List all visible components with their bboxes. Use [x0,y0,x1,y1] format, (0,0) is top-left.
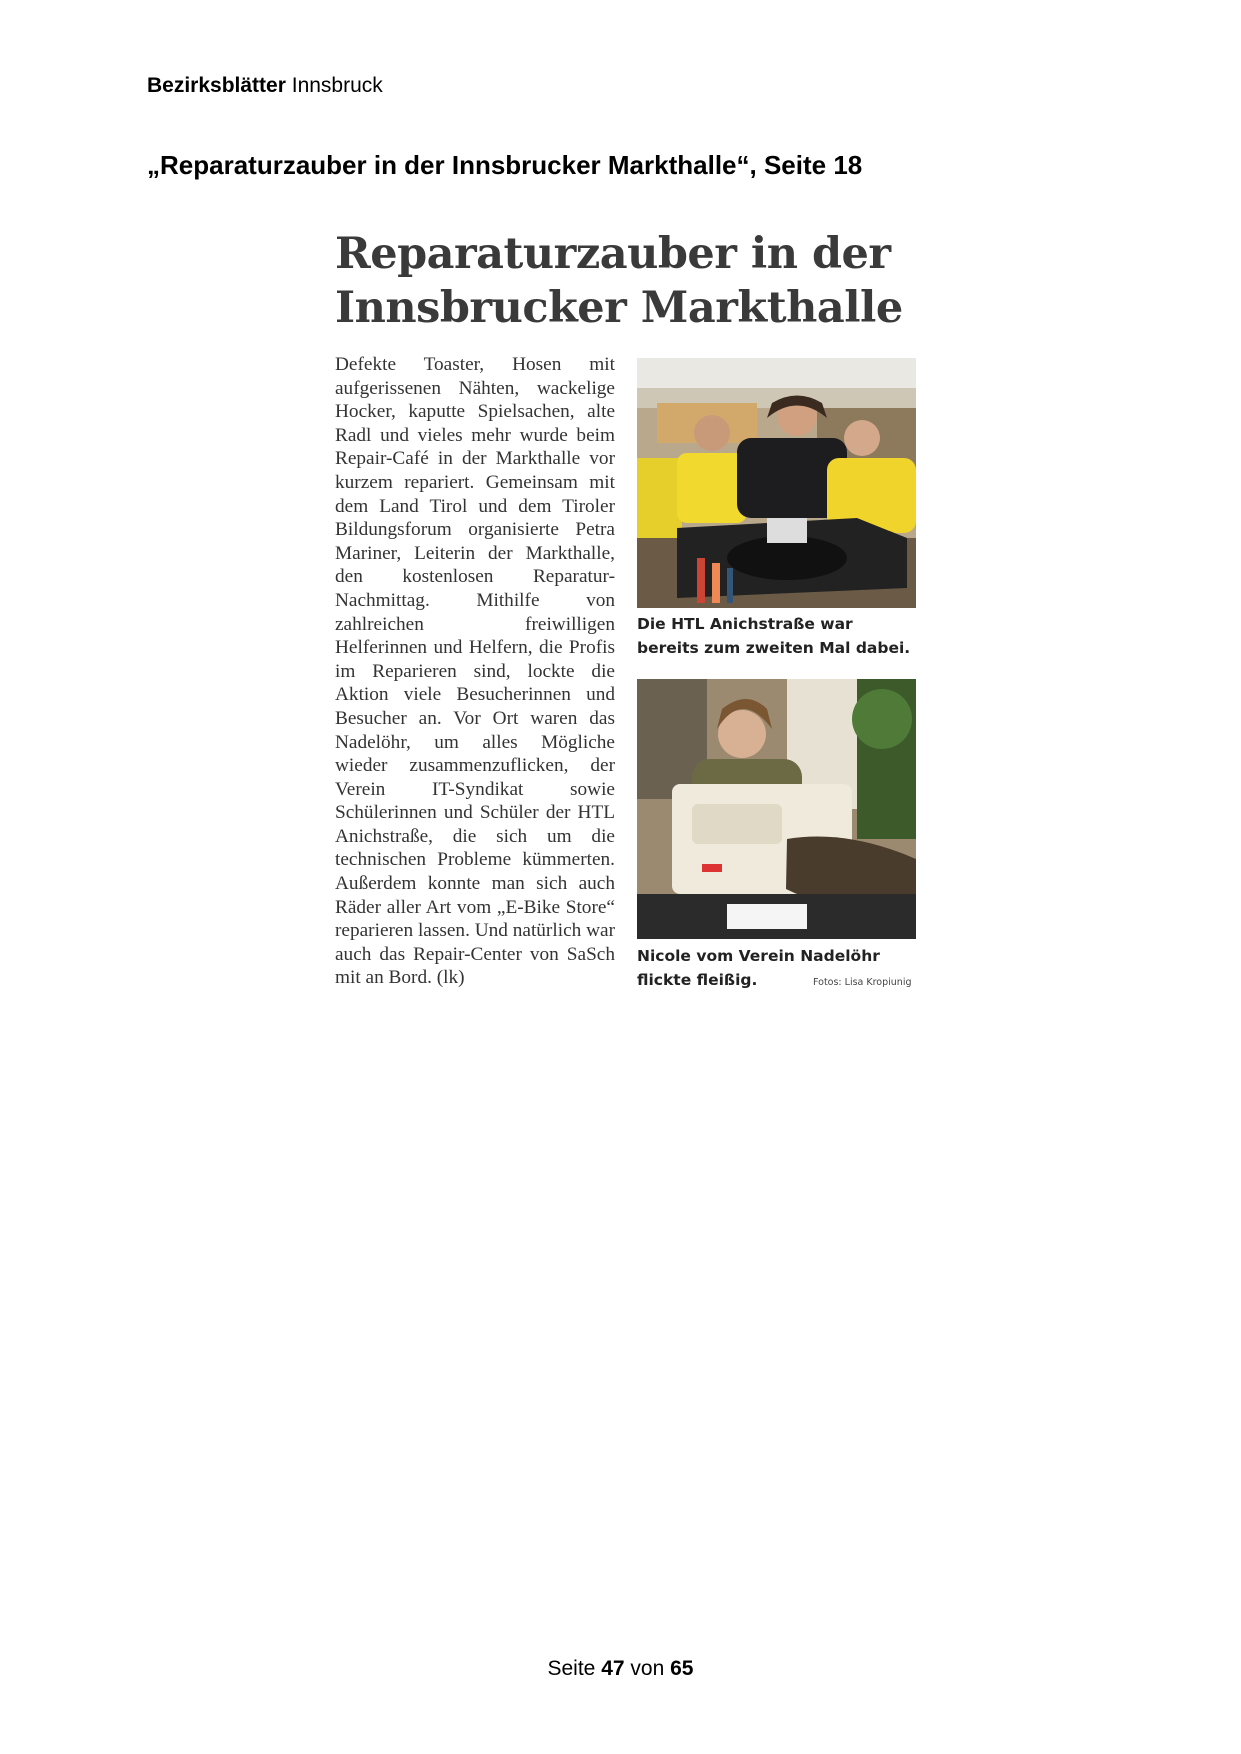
article-body: Defekte Toaster, Hosen mit aufgerissenen Nähten, wackelige Hocker, kaputte Spielsachen, alte Radl und vieles mehr wurde beim Repair-Café in der Markthalle vor kurzem repariert. Gemeinsam mit dem Land Tirol und dem Tiroler Bildungsforum organisierte Petra Mariner, Leiterin der Markthalle, den kostenlosen Reparatur-Nachmittag. Mithilfe von zahlreichen freiwilligen Helferinnen und Helfern, die Profis im Reparieren sind, lockte die Aktion viele Besucherinnen und Besucher an. Vor Ort waren das Nadelöhr, um alles Mögliche wieder zusammenzuflicken, der Verein IT-Syndikat sowie Schülerinnen und Schüler der HTL Anichstraße, die sich um die technischen Probleme kümmerten. Außerdem konnte man sich auch Räder aller Art vom „E-Bike Store“ reparieren lassen. Und natürlich war auch das Repair-Center von SaSch mit an Bord. (lk) [335,354,615,989]
footer-prefix: Seite [547,1657,596,1680]
photo-caption-1: Die HTL Anichstraße war bereits zum zweiten Mal dabei. [637,615,911,657]
newspaper-clipping [330,225,930,995]
photo-credit: Fotos: Lisa Kropiunig [813,977,912,988]
footer-middle: von [630,1657,665,1680]
publication-name: Bezirksblätter [147,74,286,97]
headline-line-2: Innsbrucker Markthalle [335,283,903,333]
photo-caption-2: Nicole vom Verein Nadelöhr flickte fleißig. [637,947,880,989]
total-page-count: 65 [670,1657,694,1680]
publication-line [147,74,383,98]
article-reference: „Reparaturzauber in der Innsbrucker Markthalle“, Seite 18 [147,150,863,180]
photo-sewing-machine [637,679,916,939]
current-page-number: 47 [601,1657,625,1680]
photo-htl-students [637,358,916,608]
article-headline [335,227,935,335]
page-footer [0,1657,1241,1681]
publication-region: Innsbruck [291,74,383,97]
headline-line-1: Reparaturzauber in der [335,229,891,279]
